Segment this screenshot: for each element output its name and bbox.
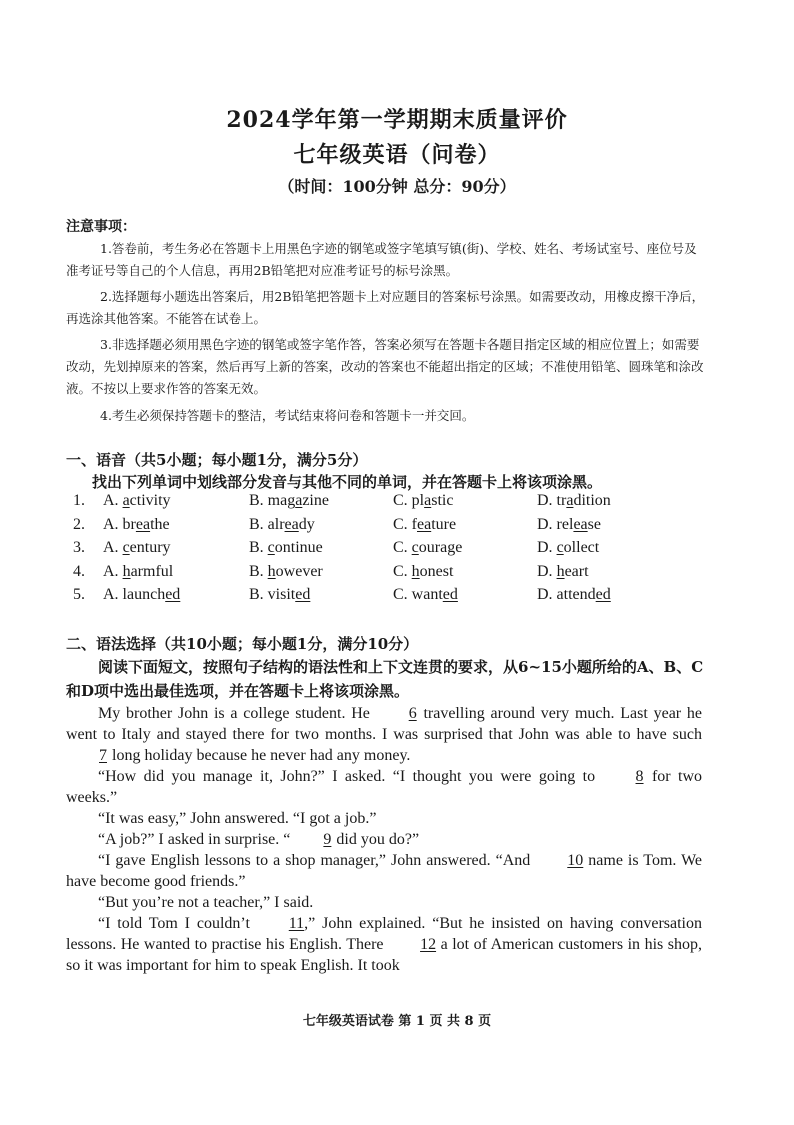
blank-6: 6 — [408, 705, 417, 722]
question-number: 2. — [73, 515, 85, 533]
passage-paragraph: “How did you manage it, John?” I asked. “I thought you were going to 8 for two weeks.” — [66, 768, 703, 806]
phonetics-questions — [73, 490, 713, 608]
page-footer: 七年级英语试卷 第 1 页 共 8 页 — [302, 1014, 492, 1029]
answer-option: B. magazine — [249, 492, 329, 509]
passage-paragraph: “I gave English lessons to a shop manager,” John answered. “And 10 name is Tom. We have become good friends.” — [66, 852, 703, 890]
passage-paragraph: “A job?” I asked in surprise. “ 9 did you do?” — [98, 831, 420, 848]
answer-option: C. wanted — [393, 586, 458, 603]
question-row — [73, 584, 713, 608]
note-item: 4.考生必须保持答题卡的整洁，考试结束将问卷和答题卡一并交回。 — [100, 408, 475, 423]
section1-heading: 一、语音（共5小题；每小题1分，满分5分） — [66, 451, 368, 469]
blank-11: 11 — [288, 915, 305, 932]
passage-paragraph: My brother John is a college student. He 6 travelling around very much. Last year he went to Italy and stayed there for two months. I was surprised that John was able to have such 7 long holiday because he never had any money. — [66, 705, 702, 764]
blank-10: 10 — [567, 852, 584, 869]
note-item: 1.答卷前，考生务必在答题卡上用黑色字迹的钢笔或签字笔填写镇(街)、学校、姓名、考场试室号、座位号及准考证号等自己的个人信息，再用2B铅笔把对应准考证号的标号涂黑。 — [66, 241, 697, 278]
passage-paragraph: “It was easy,” John answered. “I got a job.” — [98, 810, 377, 827]
answer-option: A. breathe — [103, 515, 170, 533]
answer-option: D. collect — [537, 539, 600, 556]
answer-option: D. attended — [537, 586, 611, 603]
answer-option: D. release — [537, 515, 601, 533]
answer-option: C. feature — [393, 515, 457, 533]
answer-option: C. courage — [393, 539, 463, 556]
question-number: 1. — [73, 492, 85, 509]
answer-option: B. continue — [249, 539, 323, 556]
question-row — [73, 514, 713, 538]
answer-option: C. plastic — [393, 492, 454, 509]
passage-paragraph: “But you’re not a teacher,” I said. — [98, 894, 314, 911]
section2-instruction: 阅读下面短文，按照句子结构的语法性和上下文连贯的要求，从6~15小题所给的A、B、C和D项中选出最佳选项，并在答题卡上将该项涂黑。 — [66, 658, 704, 700]
question-number: 3. — [73, 539, 85, 556]
notes-heading: 注意事项： — [66, 219, 136, 235]
question-number: 5. — [73, 586, 85, 603]
blank-8: 8 — [635, 768, 644, 785]
answer-option: C. honest — [393, 562, 454, 580]
exam-title: 2024学年第一学期期末质量评价 — [226, 107, 568, 133]
section2-heading: 二、语法选择（共10小题；每小题1分，满分10分） — [66, 635, 419, 653]
section1-instruction: 找出下列单词中划线部分发音与其他不同的单词，并在答题卡上将该项涂黑。 — [92, 473, 603, 491]
answer-option: B. however — [249, 562, 323, 580]
note-item: 2.选择题每小题选出答案后，用2B铅笔把答题卡上对应题目的答案标号涂黑。如需要改动，用橡皮擦干净后，再选涂其他答案。不能答在试卷上。 — [66, 289, 705, 326]
answer-option: A. launched — [103, 586, 181, 603]
question-number: 4. — [73, 562, 85, 580]
blank-9: 9 — [323, 831, 332, 848]
exam-subtitle: 七年级英语（问卷） — [293, 142, 501, 168]
answer-option: A. harmful — [103, 562, 174, 580]
grammar-passage — [66, 703, 702, 976]
answer-option: D. heart — [537, 562, 589, 580]
question-row — [73, 537, 713, 561]
question-row — [73, 490, 713, 514]
answer-option: A. century — [103, 539, 171, 556]
answer-option: A. activity — [103, 492, 171, 509]
answer-option: D. tradition — [537, 492, 611, 509]
blank-12: 12 — [420, 936, 437, 953]
note-item: 3.非选择题必须用黑色字迹的钢笔或签字笔作答，答案必须写在答题卡各题目指定区域的相应位置上；如需要改动，先划掉原来的答案，然后再写上新的答案，改动的答案也不能超出指定的区域；不准使用铅笔、圆珠笔和涂改液。不按以上要求作答的答案无效。 — [66, 337, 704, 396]
answer-option: B. already — [249, 515, 315, 533]
passage-paragraph: “I told Tom I couldn’t 11,” John explained. “But he insisted on having conversation lessons. He wanted to practise his English. There 12 a lot of American customers in his shop, so it was important for him to speak English. It took — [66, 915, 702, 974]
exam-meta: （时间：100分钟 总分：90分） — [278, 177, 516, 196]
answer-option: B. visited — [249, 586, 311, 603]
question-row — [73, 561, 713, 585]
blank-7: 7 — [99, 747, 107, 764]
